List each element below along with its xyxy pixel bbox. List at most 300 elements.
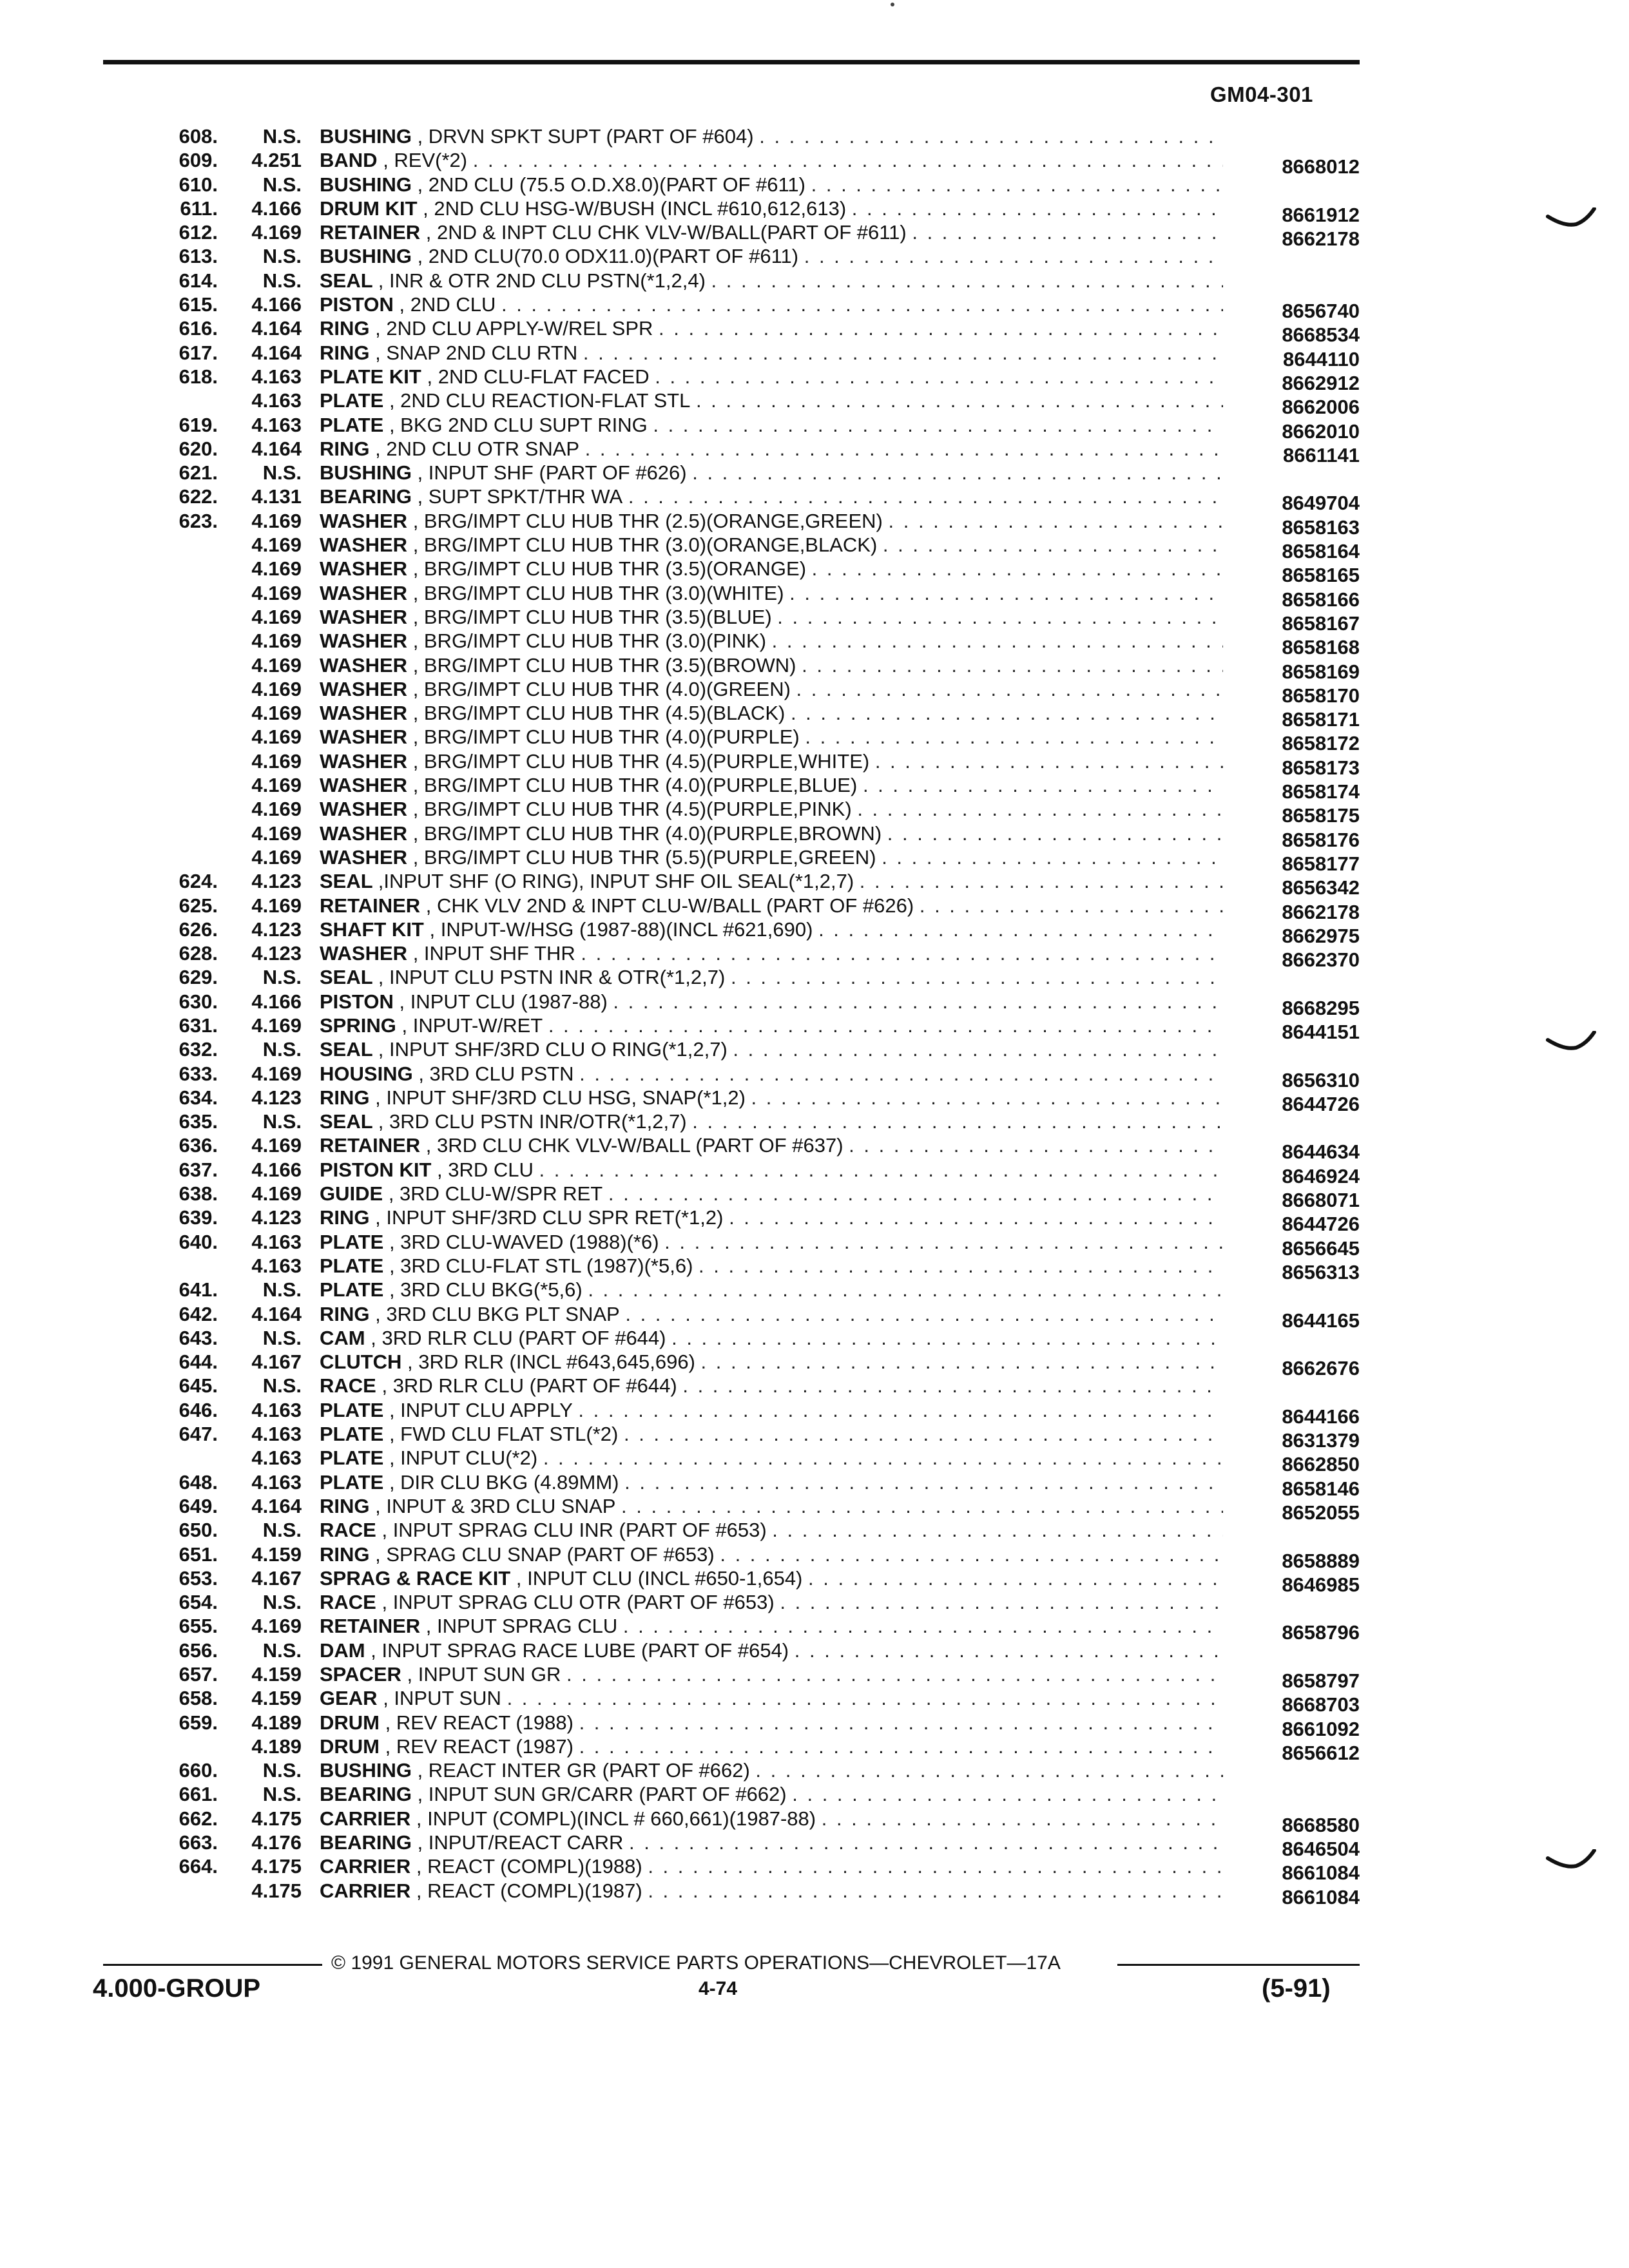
part-name: PLATE [320, 389, 384, 412]
part-number: 8658171 [1282, 708, 1360, 731]
group-number: 4.164 [251, 341, 302, 364]
group-number: 4.166 [251, 990, 302, 1013]
table-row [0, 316, 1629, 347]
part-number: 8662178 [1282, 227, 1360, 251]
group-number: 4.169 [251, 581, 302, 604]
group-number: 4.169 [251, 1014, 302, 1037]
part-number: 8668703 [1282, 1693, 1360, 1716]
table-row [0, 437, 1629, 466]
part-description: , REV REACT (1987) [385, 1735, 574, 1758]
ref-number: 635. [178, 1110, 218, 1133]
table-row [0, 1494, 1629, 1524]
part-name: DRUM [320, 1711, 380, 1734]
group-number: 4.123 [251, 942, 302, 965]
part-name: BUSHING [320, 461, 412, 485]
part-description: , BRG/IMPT CLU HUB THR (4.0)(PURPLE,BLUE) [412, 774, 858, 797]
part-description: , 3RD CLU BKG PLT SNAP [375, 1302, 620, 1325]
group-number: N.S. [262, 1759, 302, 1782]
part-number: 8644726 [1282, 1092, 1360, 1115]
part-name: WASHER [320, 629, 408, 653]
part-number: 8661084 [1282, 1885, 1360, 1908]
table-row [0, 1686, 1629, 1716]
part-description: , BRG/IMPT CLU HUB THR (4.0)(GREEN) [412, 677, 791, 700]
part-number: 8658146 [1282, 1477, 1360, 1500]
group-number: 4.159 [251, 1663, 302, 1686]
part-name: WASHER [320, 702, 408, 725]
part-description: , 2ND & INPT CLU CHK VLV-W/BALL(PART OF #611) [425, 221, 907, 244]
group-number: N.S. [262, 1374, 302, 1398]
group-label: 4.000-GROUP [93, 1974, 261, 2003]
ref-number: 610. [178, 173, 218, 196]
part-name: WASHER [320, 749, 408, 773]
ref-number: 616. [178, 317, 218, 340]
part-description: , 3RD CLU PSTN [418, 1062, 574, 1085]
ref-number: 641. [178, 1278, 218, 1302]
group-number: N.S. [262, 966, 302, 989]
table-row [0, 1735, 1629, 1764]
part-description: , INPUT & 3RD CLU SNAP [375, 1494, 616, 1517]
part-description: , INPUT SHF/3RD CLU SPR RET(*1,2) [375, 1206, 724, 1229]
group-number: 4.163 [251, 1398, 302, 1421]
part-name: SEAL [320, 1038, 373, 1061]
table-row [0, 1350, 1629, 1380]
part-number: 8658889 [1282, 1549, 1360, 1572]
ref-number: 651. [178, 1542, 218, 1566]
document-id: GM04-301 [1210, 82, 1313, 106]
part-number: 8668012 [1282, 155, 1360, 178]
part-description: , BRG/IMPT CLU HUB THR (3.0)(WHITE) [412, 581, 784, 604]
group-number: 4.189 [251, 1735, 302, 1758]
part-name: PLATE [320, 1470, 384, 1494]
table-row [0, 629, 1629, 659]
ref-number: 649. [178, 1494, 218, 1517]
table-row [0, 1133, 1629, 1164]
table-row [0, 1398, 1629, 1428]
group-number: 4.169 [251, 557, 302, 581]
part-description: , 3RD CLU CHK VLV-W/BALL (PART OF #637) [425, 1134, 843, 1157]
part-name: RING [320, 1302, 370, 1325]
part-number: 8656740 [1282, 300, 1360, 323]
part-name: CARRIER [320, 1855, 411, 1878]
group-number: 4.176 [251, 1831, 302, 1854]
table-row [0, 1014, 1629, 1043]
table-row [0, 1037, 1629, 1061]
part-description: , BRG/IMPT CLU HUB THR (3.0)(ORANGE,BLACK) [412, 533, 878, 557]
part-name: RETAINER [320, 894, 421, 917]
part-description: , INPUT SUN GR/CARR (PART OF #662) [417, 1783, 787, 1806]
group-number: N.S. [262, 1110, 302, 1133]
part-description: , DIR CLU BKG (4.89MM) [389, 1470, 619, 1494]
part-name: WASHER [320, 533, 408, 557]
table-row [0, 293, 1629, 323]
part-name: PLATE [320, 1446, 384, 1470]
ref-number: 633. [178, 1062, 218, 1085]
group-number: 4.164 [251, 1302, 302, 1325]
ref-number: 639. [178, 1206, 218, 1229]
part-name: GUIDE [320, 1182, 383, 1206]
part-name: WASHER [320, 822, 408, 845]
ref-number: 636. [178, 1134, 218, 1157]
part-description: , 2ND CLU HSG-W/BUSH (INCL #610,612,613) [423, 197, 847, 220]
ref-number: 629. [178, 966, 218, 989]
ref-number: 647. [178, 1423, 218, 1446]
part-number: 8658164 [1282, 540, 1360, 563]
part-name: PLATE [320, 1230, 384, 1253]
part-number: 8656645 [1282, 1236, 1360, 1260]
table-row [0, 653, 1629, 683]
table-row [0, 1879, 1629, 1908]
part-name: SHAFT KIT [320, 918, 424, 941]
part-number: 8661912 [1282, 203, 1360, 226]
table-row [0, 725, 1629, 755]
group-number: 4.169 [251, 894, 302, 917]
table-row [0, 1158, 1629, 1187]
part-description: , INPUT-W/HSG (1987-88)(INCL #621,690) [429, 918, 813, 941]
group-number: 4.164 [251, 317, 302, 340]
table-row [0, 1182, 1629, 1212]
part-number: 8649704 [1282, 492, 1360, 515]
part-name: DRUM KIT [320, 197, 418, 220]
table-row [0, 1278, 1629, 1302]
table-row [0, 1254, 1629, 1283]
ref-number: 654. [178, 1591, 218, 1614]
part-description: , REACT (COMPL)(1988) [416, 1855, 642, 1878]
part-number: 8658173 [1282, 756, 1360, 779]
group-number: 4.169 [251, 1134, 302, 1157]
part-description: , BKG 2ND CLU SUPT RING [389, 413, 648, 436]
part-description: , 2ND CLU APPLY-W/REL SPR [375, 317, 653, 340]
part-number: 8662010 [1282, 419, 1360, 443]
part-number: 8646924 [1282, 1164, 1360, 1187]
group-number: 4.163 [251, 1470, 302, 1494]
ref-number: 623. [178, 509, 218, 532]
ref-number: 653. [178, 1566, 218, 1590]
part-description: , CHK VLV 2ND & INPT CLU-W/BALL (PART OF #626) [425, 894, 914, 917]
group-number: 4.163 [251, 365, 302, 388]
part-description: , BRG/IMPT CLU HUB THR (4.0)(PURPLE,BROWN) [412, 822, 882, 845]
checkmark-icon [1545, 1031, 1597, 1057]
part-number: 8662912 [1282, 371, 1360, 394]
ref-number: 657. [178, 1663, 218, 1686]
part-name: SPRING [320, 1014, 396, 1037]
part-description: , INPUT CLU (1987-88) [399, 990, 608, 1013]
part-description: , BRG/IMPT CLU HUB THR (5.5)(PURPLE,GREEN) [412, 845, 876, 869]
part-number: 8644166 [1282, 1405, 1360, 1428]
part-description: , INPUT SHF/3RD CLU HSG, SNAP(*1,2) [375, 1086, 746, 1109]
group-number: N.S. [262, 1278, 302, 1302]
part-description: , BRG/IMPT CLU HUB THR (3.0)(PINK) [412, 629, 767, 653]
part-name: PISTON KIT [320, 1158, 432, 1181]
part-number: 8662850 [1282, 1453, 1360, 1476]
table-row [0, 605, 1629, 635]
ref-number: 648. [178, 1470, 218, 1494]
part-number: 8658176 [1282, 828, 1360, 851]
part-description: , INPUT CLU APPLY [389, 1398, 573, 1421]
part-number: 8668580 [1282, 1813, 1360, 1836]
table-row [0, 941, 1629, 972]
table-row [0, 822, 1629, 851]
part-name: RETAINER [320, 1134, 421, 1157]
table-row [0, 173, 1629, 197]
ref-number: 625. [178, 894, 218, 917]
table-row [0, 1470, 1629, 1500]
part-description: , REV REACT (1988) [385, 1711, 574, 1734]
part-name: RING [320, 1542, 370, 1566]
group-number: 4.169 [251, 822, 302, 845]
table-row [0, 701, 1629, 731]
part-name: BUSHING [320, 173, 412, 196]
table-row [0, 557, 1629, 587]
table-row [0, 918, 1629, 947]
part-number: 8658165 [1282, 564, 1360, 587]
ref-number: 618. [178, 365, 218, 388]
part-description: , INPUT SHF THR [412, 942, 575, 965]
part-name: WASHER [320, 677, 408, 700]
table-row [0, 1422, 1629, 1452]
part-description: , SPRAG CLU SNAP (PART OF #653) [375, 1542, 715, 1566]
part-number: 8662178 [1282, 900, 1360, 923]
part-description: , BRG/IMPT CLU HUB THR (3.5)(BROWN) [412, 653, 796, 677]
part-name: RING [320, 437, 370, 460]
table-row [0, 1639, 1629, 1662]
part-name: PLATE [320, 413, 384, 436]
part-description: , 2ND CLU (75.5 O.D.X8.0)(PART OF #611) [417, 173, 805, 196]
part-number: 8656342 [1282, 876, 1360, 899]
part-description: , FWD CLU FLAT STL(*2) [389, 1423, 619, 1446]
ref-number: 611. [180, 197, 218, 220]
part-name: DRUM [320, 1735, 380, 1758]
table-row [0, 269, 1629, 293]
group-number: 4.169 [251, 749, 302, 773]
part-name: RACE [320, 1591, 376, 1614]
part-name: WASHER [320, 581, 408, 604]
ref-number: 612. [178, 221, 218, 244]
group-number: 4.131 [251, 485, 302, 508]
table-row [0, 1542, 1629, 1572]
table-row [0, 1062, 1629, 1091]
part-name: DAM [320, 1639, 365, 1662]
table-row [0, 677, 1629, 707]
part-name: WASHER [320, 726, 408, 749]
part-name: BEARING [320, 1783, 412, 1806]
part-description: , 3RD CLU PSTN INR/OTR(*1,2,7) [378, 1110, 687, 1133]
group-number: 4.123 [251, 918, 302, 941]
part-number: 8658166 [1282, 588, 1360, 611]
part-description: , BRG/IMPT CLU HUB THR (4.5)(BLACK) [412, 702, 786, 725]
table-row [0, 869, 1629, 899]
table-row [0, 413, 1629, 443]
ref-number: 621. [178, 461, 218, 485]
part-description: , INPUT SHF/3RD CLU O RING(*1,2,7) [378, 1038, 728, 1061]
group-number: 4.164 [251, 437, 302, 460]
ref-number: 622. [178, 485, 218, 508]
ref-number: 630. [178, 990, 218, 1013]
group-number: 4.169 [251, 1062, 302, 1085]
table-row [0, 1230, 1629, 1260]
part-name: BEARING [320, 485, 412, 508]
part-description: , 2ND CLU-FLAT FACED [427, 365, 650, 388]
part-description: ,INPUT SHF (O RING), INPUT SHF OIL SEAL(*1,2,7) [378, 870, 854, 893]
copyright-notice: © 1991 GENERAL MOTORS SERVICE PARTS OPERATIONS—CHEVROLET—17A [331, 1952, 1061, 1974]
part-name: WASHER [320, 942, 408, 965]
part-name: PISTON [320, 293, 394, 316]
group-number: 4.175 [251, 1855, 302, 1878]
table-row [0, 533, 1629, 563]
ref-number: 650. [178, 1519, 218, 1542]
part-name: SEAL [320, 1110, 373, 1133]
group-number: N.S. [262, 461, 302, 485]
group-number: 4.169 [251, 653, 302, 677]
part-name: PLATE KIT [320, 365, 421, 388]
group-number: N.S. [262, 125, 302, 148]
group-number: 4.169 [251, 702, 302, 725]
part-name: BAND [320, 149, 378, 172]
group-number: N.S. [262, 1639, 302, 1662]
part-description: , BRG/IMPT CLU HUB THR (3.5)(BLUE) [412, 605, 772, 628]
table-row [0, 389, 1629, 419]
ref-number: 634. [178, 1086, 218, 1109]
top-rule [103, 60, 1360, 64]
part-name: SPACER [320, 1663, 401, 1686]
table-row [0, 1518, 1629, 1542]
part-name: WASHER [320, 509, 408, 532]
ref-number: 659. [178, 1711, 218, 1734]
part-name: RING [320, 317, 370, 340]
group-number: 4.169 [251, 509, 302, 532]
group-number: 4.169 [251, 533, 302, 557]
table-row [0, 220, 1629, 251]
part-number: 8646504 [1282, 1838, 1360, 1861]
part-name: RING [320, 1494, 370, 1517]
ref-number: 664. [178, 1855, 218, 1878]
table-row [0, 365, 1629, 394]
part-description: , INPUT/REACT CARR [417, 1831, 624, 1854]
group-number: 4.169 [251, 1615, 302, 1638]
part-number: 8658175 [1282, 804, 1360, 827]
table-row [0, 1446, 1629, 1476]
group-number: 4.167 [251, 1566, 302, 1590]
part-number: 8646985 [1282, 1573, 1360, 1596]
part-number: 8661084 [1282, 1861, 1360, 1885]
group-number: 4.169 [251, 726, 302, 749]
part-name: SEAL [320, 966, 373, 989]
ref-number: 640. [178, 1230, 218, 1253]
part-description: , 3RD CLU-W/SPR RET [388, 1182, 603, 1206]
table-row [0, 244, 1629, 268]
part-description: , INPUT SUN GR [407, 1663, 561, 1686]
part-number: 8661141 [1283, 443, 1360, 466]
part-description: , REV(*2) [383, 149, 468, 172]
part-name: CAM [320, 1326, 365, 1349]
part-description: , INPUT-W/RET [401, 1014, 543, 1037]
table-row [0, 148, 1629, 178]
table-row [0, 1758, 1629, 1782]
table-row [0, 1782, 1629, 1806]
group-number: N.S. [262, 1591, 302, 1614]
revision-date: (5-91) [1262, 1974, 1331, 2003]
part-description: , 2ND CLU [399, 293, 496, 316]
table-row [0, 1374, 1629, 1398]
part-description: , DRVN SPKT SUPT (PART OF #604) [417, 125, 754, 148]
part-name: RETAINER [320, 1615, 421, 1638]
part-name: PISTON [320, 990, 394, 1013]
part-number: 8662676 [1282, 1357, 1360, 1380]
part-number: 8644110 [1283, 347, 1360, 370]
group-number: 4.166 [251, 1158, 302, 1181]
part-description: , INPUT SPRAG CLU INR (PART OF #653) [381, 1519, 767, 1542]
part-description: , 3RD CLU-WAVED (1988)(*6) [389, 1230, 659, 1253]
group-number: 4.169 [251, 1182, 302, 1206]
group-number: N.S. [262, 1519, 302, 1542]
part-name: RACE [320, 1374, 376, 1398]
group-number: 4.166 [251, 197, 302, 220]
part-name: RETAINER [320, 221, 421, 244]
group-number: 4.163 [251, 389, 302, 412]
part-description: , INPUT CLU (INCL #650-1,654) [516, 1566, 803, 1590]
table-row [0, 797, 1629, 827]
ref-number: 613. [178, 245, 218, 268]
part-description: , 3RD CLU-FLAT STL (1987)(*5,6) [389, 1254, 693, 1277]
ref-number: 656. [178, 1639, 218, 1662]
part-description: , BRG/IMPT CLU HUB THR (4.5)(PURPLE,PINK) [412, 798, 852, 821]
group-number: 4.164 [251, 1494, 302, 1517]
part-name: PLATE [320, 1423, 384, 1446]
part-number: 8658169 [1282, 660, 1360, 683]
part-name: PLATE [320, 1278, 384, 1302]
part-name: WASHER [320, 774, 408, 797]
group-number: 4.123 [251, 1086, 302, 1109]
parts-list [0, 124, 1629, 1908]
part-name: WASHER [320, 605, 408, 628]
table-row [0, 341, 1629, 370]
part-description: , BRG/IMPT CLU HUB THR (4.0)(PURPLE) [412, 726, 800, 749]
part-name: WASHER [320, 798, 408, 821]
part-description: , SUPT SPKT/THR WA [417, 485, 623, 508]
part-description: , 3RD CLU BKG(*5,6) [389, 1278, 583, 1302]
part-description: , BRG/IMPT CLU HUB THR (3.5)(ORANGE) [412, 557, 807, 581]
part-description: , INPUT SUN [383, 1687, 501, 1710]
ref-number: 628. [178, 942, 218, 965]
ref-number: 662. [178, 1807, 218, 1830]
part-name: SPRAG & RACE KIT [320, 1566, 511, 1590]
part-name: CLUTCH [320, 1350, 402, 1374]
part-number: 8661092 [1282, 1717, 1360, 1740]
footer-rule-right [1117, 1964, 1360, 1966]
ref-number: 624. [178, 870, 218, 893]
part-description: , INPUT SPRAG CLU OTR (PART OF #653) [381, 1591, 775, 1614]
part-description: , INPUT CLU PSTN INR & OTR(*1,2,7) [378, 966, 726, 989]
table-row [0, 1086, 1629, 1115]
group-number: 4.169 [251, 629, 302, 653]
part-description: , INPUT SPRAG CLU [425, 1615, 618, 1638]
part-number: 8644726 [1282, 1213, 1360, 1236]
ref-number: 620. [178, 437, 218, 460]
part-number: 8658177 [1282, 852, 1360, 875]
ref-number: 646. [178, 1398, 218, 1421]
part-number: 8658163 [1282, 515, 1360, 539]
part-description: , INR & OTR 2ND CLU PSTN(*1,2,4) [378, 269, 706, 292]
ref-number: 631. [178, 1014, 218, 1037]
part-description: , 2ND CLU REACTION-FLAT STL [389, 389, 691, 412]
table-row [0, 461, 1629, 485]
part-name: RING [320, 1086, 370, 1109]
ref-number: 608. [178, 125, 218, 148]
part-name: BUSHING [320, 125, 412, 148]
table-row [0, 124, 1629, 148]
group-number: 4.175 [251, 1879, 302, 1902]
ref-number: 661. [178, 1783, 218, 1806]
ref-number: 658. [178, 1687, 218, 1710]
